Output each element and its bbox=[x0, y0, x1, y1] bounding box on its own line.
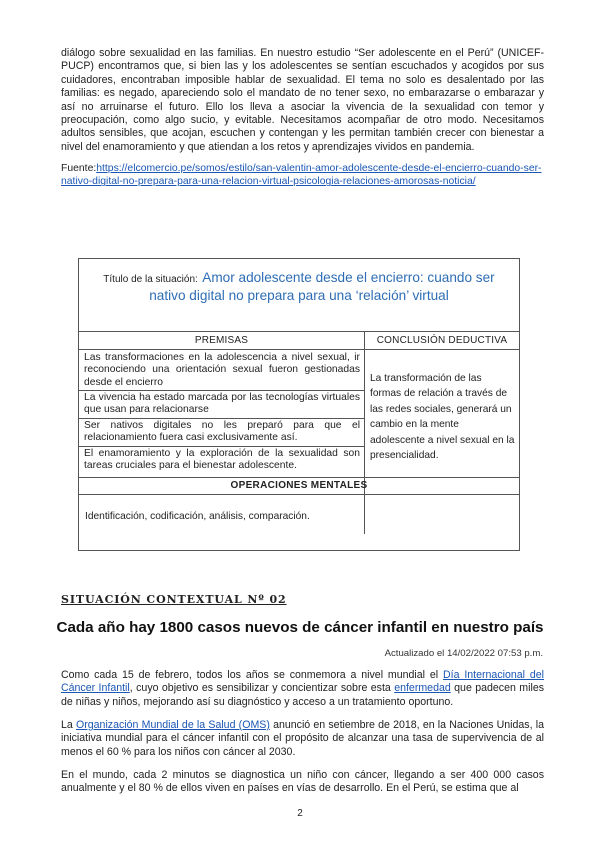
premise-1: Las transformaciones en la adolescencia a nivel sexual, ir reconociendo una orientación sexual fueron gestionadas desde el encierro bbox=[84, 352, 360, 388]
article-paragraph-2 bbox=[61, 719, 544, 759]
article-paragraph-1 bbox=[61, 669, 544, 709]
situation-title-line2: nativo digital no prepara para una ‘relación’ virtual bbox=[149, 288, 449, 303]
operations-text: Identificación, codificación, análisis, comparación. bbox=[85, 511, 310, 522]
link-oms[interactable]: Organización Mundial de la Salud (OMS) bbox=[76, 719, 270, 731]
text-run: que padecen miles de niñas y niños, mejorando así su diagnóstico y acceso a un tratamiento oportuno. bbox=[61, 682, 545, 708]
premise-3: Ser nativos digitales no les preparó para que el relacionamiento fuera casi exclusivamente así. bbox=[84, 420, 360, 444]
page-number: 2 bbox=[297, 808, 303, 819]
section-heading: SITUACIÓN CONTEXTUAL Nº 02 bbox=[61, 593, 287, 606]
source-link[interactable]: https://elcomercio.pe/somos/estilo/san-valentin-amor-adolescente-desde-el-encierro-cuando-ser-nativo-digital-no-prepara-para-una-relacion-virtual-psicologia-relaciones-amorosas-noticia/ bbox=[61, 163, 542, 188]
situation-title-row bbox=[79, 259, 519, 332]
updated-timestamp: Actualizado el 14/02/2022 07:53 p.m. bbox=[384, 648, 543, 659]
premise-4: El enamoramiento y la exploración de la sexualidad son tareas cruciales para el bienestar adolescente. bbox=[84, 448, 360, 472]
operations-header: OPERACIONES MENTALES bbox=[79, 477, 519, 495]
situation-title-label: Título de la situación: bbox=[103, 274, 198, 285]
text-run: La bbox=[61, 719, 76, 731]
premises-column bbox=[79, 350, 365, 534]
situation-table bbox=[78, 258, 520, 551]
conclusion-header: CONCLUSIÓN DEDUCTIVA bbox=[365, 332, 519, 350]
premise-divider bbox=[79, 446, 364, 447]
source-label: Fuente: bbox=[61, 163, 97, 174]
premises-header: PREMISAS bbox=[79, 332, 365, 350]
text-run: , cuyo objetivo es sensibilizar y concientizar sobre esta bbox=[129, 682, 395, 695]
premise-divider bbox=[79, 418, 364, 419]
link-enfermedad[interactable]: enfermedad bbox=[394, 682, 451, 695]
link-dia-internacional[interactable]: Día Internacional del Cáncer Infantil bbox=[61, 669, 544, 695]
text-run: Como cada 15 de febrero, todos los años se conmemora a nivel mundial el bbox=[61, 669, 443, 681]
premise-2: La vivencia ha estado marcada por las tecnologías virtuales que usan para relacionarse bbox=[84, 392, 360, 416]
text-run: anunció en setiembre de 2018, en la Naciones Unidas, la iniciativa mundial para el cáncer infantil con el propósito de alcanzar una tasa de supervivencia de al menos el 60 % para los niños con cáncer al 2030. bbox=[61, 719, 545, 758]
premise-divider bbox=[79, 390, 364, 391]
deductive-conclusion: La transformación de las formas de relación a través de las redes sociales, generará un cambio en la mente adolescente a nivel sexual en la presencialidad. bbox=[370, 373, 515, 462]
source-line bbox=[61, 162, 544, 189]
situation-title-line1: Amor adolescente desde el encierro: cuando ser bbox=[202, 270, 495, 285]
article-headline: Cada año hay 1800 casos nuevos de cáncer infantil en nuestro país bbox=[56, 619, 544, 636]
article-paragraph-3: En el mundo, cada 2 minutos se diagnostica un niño con cáncer, llegando a ser 400 000 casos anualmente y el 80 % de ellos viven en países en vías de desarrollo. En el Perú, se estima que al bbox=[61, 769, 544, 795]
intro-paragraph: diálogo sobre sexualidad en las familias. En nuestro estudio “Ser adolescente en el Perú” (UNICEF-PUCP) encontramos que, si bien las y los adolescentes se sentían escuchados y acogidos por sus cuidadores, encontraban imposible hablar de sexualidad. El tema no solo es desalentado por las familias: es negado, apareciendo solo el mandato de no tener sexo, no embarazarse o embarazar y así no arruinarse el futuro. Ello los lleva a asociar la vivencia de la sexualidad con temor y preocupación, como algo sucio, y evitable. Necesitamos acompañar de otro modo. Necesitamos adultos sensibles, que acojan, escuchen y contengan y les permitan también crecer con bienestar a nivel del enamoramiento y que atiendan a los retos y aprendizajes vividos en pandemia. bbox=[61, 47, 544, 153]
